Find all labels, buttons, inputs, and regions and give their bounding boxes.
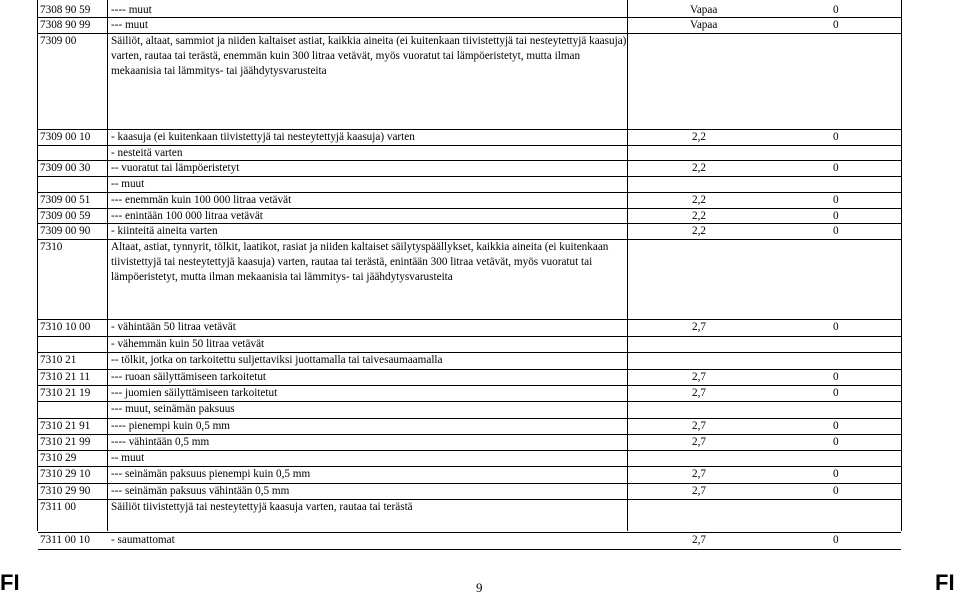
description-cell: Säiliöt, altaat, sammiot ja niiden kaltaiset astiat, kaikkia aineita (ei kuitenkaan tiivistettyjä tai nesteytettyjä kaasuja) varten, rautaa tai terästä, enemmän kuin 300 litraa vetävät, myös vuoratut tai lämpöeristetyt, mutta ilman mekaanisia tai lämmitys- tai jäähdytysvarusteita [111, 35, 627, 77]
duty-rate-cell: 2,2 [692, 131, 706, 143]
cn-code-cell: 7310 29 [40, 452, 77, 464]
table-row [38, 370, 901, 386]
table-row [38, 386, 901, 402]
table-row [38, 209, 901, 224]
duty-rate-cell: 2,7 [692, 468, 706, 480]
description-cell: -- tölkit, jotka on tarkoitettu suljettaviksi juottamalla tai taivesaumaamalla [111, 354, 443, 366]
description-cell: ---- pienempi kuin 0,5 mm [111, 420, 230, 432]
supplementary-unit-cell: 0 [833, 436, 839, 448]
supplementary-unit-cell: 0 [833, 420, 839, 432]
duty-rate-cell: 2,2 [692, 225, 706, 237]
supplementary-unit-cell: 0 [833, 387, 839, 399]
table-row [38, 130, 901, 146]
cn-code-cell: 7309 00 30 [40, 162, 91, 174]
description-cell: ---- muut [111, 4, 152, 16]
duty-rate-cell: 2,7 [692, 371, 706, 383]
table-row [38, 34, 901, 130]
column-divider-code [107, 0, 108, 531]
duty-rate-cell: 2,2 [692, 162, 706, 174]
table-row [38, 337, 901, 353]
duty-rate-cell: Vapaa [690, 19, 718, 31]
description-cell: - saumattomat [111, 534, 175, 546]
table-row [38, 402, 901, 419]
supplementary-unit-cell: 0 [833, 162, 839, 174]
duty-rate-cell: 2,7 [692, 387, 706, 399]
supplementary-unit-cell: 0 [833, 225, 839, 237]
table-row [38, 500, 901, 533]
description-cell: --- enemmän kuin 100 000 litraa vetävät [111, 194, 292, 206]
cn-code-cell: 7310 21 19 [40, 387, 91, 399]
cn-code-cell: 7310 21 11 [40, 371, 90, 383]
table-row [38, 240, 901, 320]
cn-code-cell: 7309 00 51 [40, 194, 91, 206]
supplementary-unit-cell: 0 [833, 210, 839, 222]
cn-code-cell: 7311 00 10 [40, 534, 90, 546]
cn-code-cell: 7310 29 90 [40, 485, 91, 497]
table-row [38, 18, 901, 34]
cn-code-cell: 7310 [40, 241, 63, 253]
supplementary-unit-cell: 0 [833, 321, 839, 333]
description-cell: -- muut [111, 178, 145, 190]
table-row [38, 3, 901, 18]
table-row [38, 224, 901, 240]
duty-rate-cell: 2,7 [692, 321, 706, 333]
table-row [38, 161, 901, 177]
description-cell: ---- vähintään 0,5 mm [111, 436, 210, 448]
description-cell: --- juomien säilyttämiseen tarkoitetut [111, 387, 278, 399]
supplementary-unit-cell: 0 [833, 485, 839, 497]
description-cell: Altaat, astiat, tynnyrit, tölkit, laatikot, rasiat ja niiden kaltaiset säilytyspäällykset, kaikkia aineita (ei kuitenkaan tiivistettyjä tai nesteytettyjä kaasuja) varten, rautaa tai terästä, enintään 300 litraa vetävät, myös vuoratut tai lämpöeristetyt, mutta ilman mekaanisia tai lämmitys- tai jäähdytysvarusteita [111, 241, 609, 283]
supplementary-unit-cell: 0 [833, 131, 839, 143]
cn-code-cell: 7309 00 59 [40, 210, 91, 222]
description-cell: -- muut [111, 452, 145, 464]
description-cell: --- enintään 100 000 litraa vetävät [111, 210, 263, 222]
cn-code-cell: 7308 90 59 [40, 4, 91, 16]
duty-rate-cell: Vapaa [690, 4, 718, 16]
description-cell: --- muut, seinämän paksuus [111, 403, 235, 415]
table-row [38, 451, 901, 467]
description-cell: -- vuoratut tai lämpöeristetyt [111, 162, 240, 174]
table-row [38, 193, 901, 209]
table-row [38, 320, 901, 337]
description-cell: Säiliöt tiivistettyjä tai nesteytettyjä kaasuja varten, rautaa tai terästä [111, 501, 413, 513]
supplementary-unit-cell: 0 [833, 194, 839, 206]
table-row [38, 146, 901, 161]
footer-language-left: FI [0, 570, 20, 595]
description-cell: --- seinämän paksuus pienempi kuin 0,5 mm [111, 468, 311, 480]
description-cell: - vähintään 50 litraa vetävät [111, 321, 236, 333]
table-row [38, 484, 901, 500]
cn-code-cell: 7311 00 [40, 501, 76, 513]
cn-code-cell: 7309 00 90 [40, 225, 91, 237]
supplementary-unit-cell: 0 [833, 4, 839, 16]
cn-code-cell: 7310 21 [40, 354, 77, 366]
cn-code-cell: 7310 21 91 [40, 420, 91, 432]
description-cell: - kiinteitä aineita varten [111, 225, 218, 237]
table-row [38, 177, 901, 193]
description-cell: --- muut [111, 19, 148, 31]
supplementary-unit-cell: 0 [833, 534, 839, 546]
table-row [38, 435, 901, 451]
duty-rate-cell: 2,7 [692, 436, 706, 448]
supplementary-unit-cell: 0 [833, 468, 839, 480]
description-cell: - nesteitä varten [111, 147, 183, 159]
table-row [38, 533, 901, 550]
duty-rate-cell: 2,7 [692, 485, 706, 497]
duty-rate-cell: 2,7 [692, 534, 706, 546]
column-divider-description [627, 0, 628, 531]
table-border-right [901, 0, 902, 531]
description-cell: - kaasuja (ei kuitenkaan tiivistettyjä tai nesteytettyjä kaasuja) varten [111, 131, 415, 143]
table-row [38, 467, 901, 484]
duty-rate-cell: 2,2 [692, 194, 706, 206]
table-row [38, 419, 901, 435]
table-border-left [37, 0, 38, 531]
cn-code-cell: 7310 21 99 [40, 436, 91, 448]
table-row [38, 353, 901, 370]
cn-code-cell: 7309 00 [40, 35, 77, 47]
description-cell: - vähemmän kuin 50 litraa vetävät [111, 338, 265, 350]
description-cell: --- seinämän paksuus vähintään 0,5 mm [111, 485, 290, 497]
description-cell: --- ruoan säilyttämiseen tarkoitetut [111, 371, 267, 383]
supplementary-unit-cell: 0 [833, 371, 839, 383]
cn-code-cell: 7309 00 10 [40, 131, 91, 143]
duty-rate-cell: 2,7 [692, 420, 706, 432]
duty-rate-cell: 2,2 [692, 210, 706, 222]
supplementary-unit-cell: 0 [833, 19, 839, 31]
cn-code-cell: 7308 90 99 [40, 19, 91, 31]
cn-code-cell: 7310 10 00 [40, 321, 91, 333]
footer-language-right: FI [935, 570, 955, 595]
cn-code-cell: 7310 29 10 [40, 468, 91, 480]
page-number: 9 [476, 580, 483, 595]
